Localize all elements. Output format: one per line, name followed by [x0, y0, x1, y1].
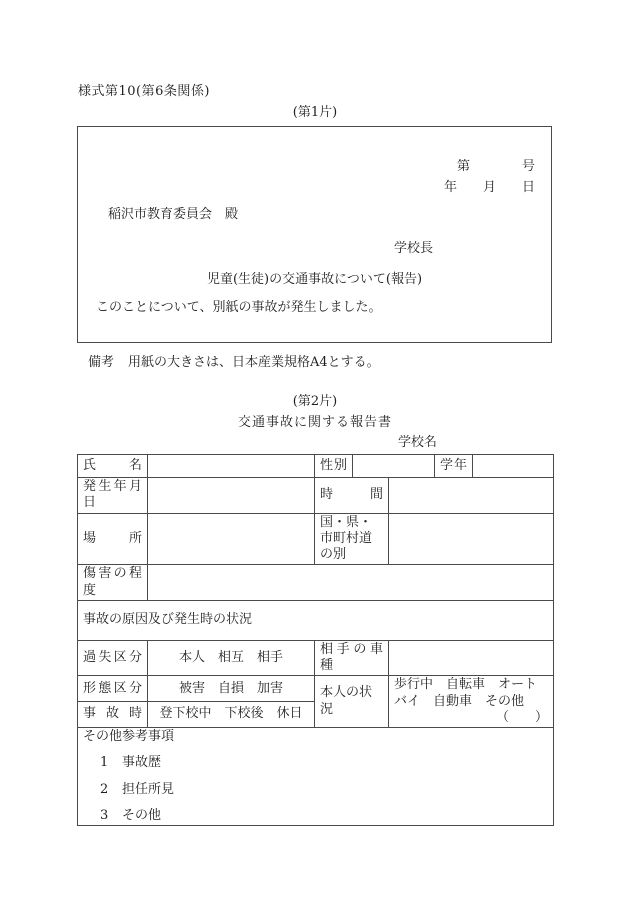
other-item-text: 事故歴 [122, 755, 162, 771]
fault-label: 過失区分 [78, 640, 148, 676]
addressee: 稲沢市教育委員会 殿 [108, 207, 239, 222]
self-state-label: 本人の状況 [315, 676, 389, 728]
road-type-label: 国・県・市町村道の別 [315, 513, 389, 565]
form-label: 形態区分 [78, 676, 148, 702]
form-options: 被害 自損 加害 [148, 676, 315, 702]
other-item-text: 担任所見 [122, 781, 175, 797]
table-row [78, 676, 554, 702]
when-label: 事故時 [78, 702, 148, 728]
other-item-num: 2 [100, 781, 109, 797]
sex-input-cell [353, 455, 435, 478]
other-item-num: 1 [100, 755, 109, 771]
injury-input-cell [148, 565, 554, 601]
part2-label: (第2片) [292, 394, 338, 409]
notice-body-text: このことについて、別紙の事故が発生しました。 [96, 300, 382, 315]
other-notes-label: その他参考事項 [83, 729, 175, 744]
sex-label: 性別 [315, 455, 353, 478]
other-item-text: その他 [122, 807, 162, 823]
place-label: 場所 [78, 513, 148, 565]
other-item [83, 808, 548, 824]
table-row [78, 478, 554, 514]
sender-title: 学校長 [394, 241, 434, 256]
part1-label: (第1片) [292, 105, 338, 120]
accident-report-table [77, 454, 554, 826]
notice-box [77, 126, 552, 343]
road-type-input-cell [389, 513, 554, 565]
time-label: 時間 [315, 478, 389, 514]
name-label: 氏名 [78, 455, 148, 478]
table-row [78, 600, 554, 640]
grade-label: 学年 [435, 455, 473, 478]
notice-subject: 児童(生徒)の交通事故について(報告) [206, 272, 423, 287]
date-line: 年 月 日 [443, 180, 535, 195]
report-title: 交通事故に関する報告書 [237, 415, 392, 430]
self-state-options: 歩行中 自転車 オートバイ 自動車 その他 [394, 677, 538, 709]
remark-text: 用紙の大きさは、日本産業規格A4とする。 [128, 355, 380, 370]
name-input-cell [148, 455, 315, 478]
remark-label: 備考 [88, 355, 115, 370]
date-label: 発生年月日 [78, 478, 148, 514]
document-number-line: 第 号 [456, 159, 535, 174]
school-name-label: 学校名 [398, 435, 438, 450]
fault-options: 本人 相互 相手 [148, 640, 315, 676]
time-input-cell [389, 478, 554, 514]
table-row [78, 640, 554, 676]
date-input-cell [148, 478, 315, 514]
place-input-cell [148, 513, 315, 565]
injury-label: 傷害の程度 [78, 565, 148, 601]
form-number: 様式第10(第6条関係) [78, 84, 210, 99]
grade-input-cell [473, 455, 554, 478]
self-state-paren: （ ） [495, 709, 548, 725]
remark-line [88, 351, 380, 370]
table-row [78, 455, 554, 478]
other-notes-cell [78, 728, 554, 826]
other-item [83, 755, 548, 771]
opponent-vehicle-label: 相手の車種 [315, 640, 389, 676]
other-item [83, 782, 548, 798]
self-state-options-cell [389, 676, 554, 728]
other-item-num: 3 [100, 807, 109, 823]
table-row [78, 565, 554, 601]
cause-label-cell: 事故の原因及び発生時の状況 [78, 600, 554, 640]
opponent-vehicle-input-cell [389, 640, 554, 676]
table-row [78, 728, 554, 826]
when-options: 登下校中 下校後 休日 [148, 702, 315, 728]
table-row [78, 513, 554, 565]
